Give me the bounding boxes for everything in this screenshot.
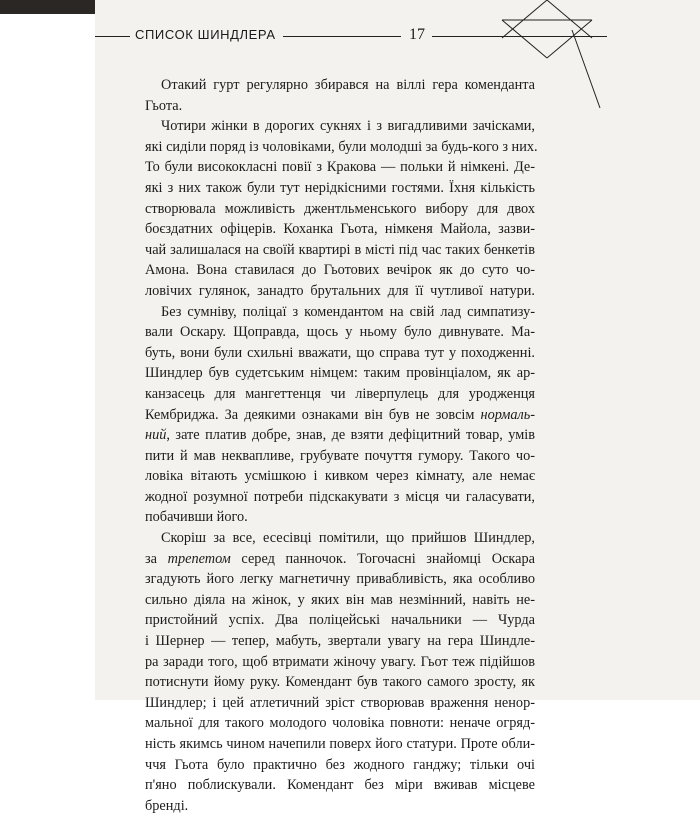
text-line: Чотири жінки в дорогих сукнях і з вигадливими зачісками,: [161, 118, 535, 135]
text-line: Шиндлер; і цей атлетичний зріст створював враження ненор-: [145, 694, 535, 711]
body-text: [145, 75, 538, 816]
italic-word: трепетом: [167, 550, 231, 567]
text-line: бренді.: [145, 797, 189, 814]
text-line: пити й мав неквапливе, грубувате почуття гумору. Такого чо-: [145, 447, 535, 464]
running-title: СПИСОК ШИНДЛЕРА: [135, 27, 276, 42]
text-line: які з них також були тут нерідкісними гостями. Їхня кількість: [145, 179, 535, 196]
text-line: Отакий гурт регулярно збирався на віллі гера коменданта: [161, 77, 535, 93]
text-line: мальної для такого молодого чоловіка повноти: неначе огряд-: [145, 715, 535, 732]
text-line: і Шернер — тепер, мабуть, звертали увагу на гера Шиндле-: [145, 633, 535, 650]
text-line: ловічих гулянок, занадто брутальних для її чутливої натури.: [145, 282, 535, 299]
text-line: Амона. Вона ставилася до Гьотових вечірок як до суто чо-: [145, 262, 535, 279]
text-line: пристойний успіх. Два поліцейські начальники — Чурда: [145, 612, 535, 629]
text-line: Без сумніву, поліцаї з комендантом на свій лад симпатизу-: [161, 303, 535, 320]
text-line: То були висококласні повії з Кракова — польки й німкені. Де-: [145, 159, 535, 176]
text-line: ловіка вітають усмішкою і кивком через кімнату, але немає: [145, 468, 535, 485]
text-line: які сиділи поряд із чоловіками, були молодші за будь-кого з них.: [145, 138, 538, 155]
text-line: п'яно поблискували. Комендант без міри вживав місцеве: [145, 777, 535, 794]
italic-word: ний: [145, 427, 167, 444]
text-line: ччя Гьота було практично без жодного ганджу; тільки очі: [145, 756, 535, 773]
text-line: згадують його легку магнетичну привабливість, яка особливо: [145, 571, 535, 588]
text-line: Гьота.: [145, 97, 183, 114]
text-line: побачивши його.: [145, 509, 248, 526]
text-line: ність якимсь чином начепили поверх його статури. Проте обли-: [145, 736, 535, 752]
header-rule-middle: [283, 36, 401, 37]
text-line: за трепетом серед панночок. Тогочасні знайомці Оскара: [145, 550, 535, 567]
text-line: Кембриджа. За деякими ознаками він був не зовсім нормаль-: [145, 406, 535, 423]
page-number: 17: [409, 26, 425, 43]
text-line: ра заради того, щоб втримати жіночу увагу. Гьот теж підійшов: [145, 653, 535, 670]
text-line: канзасець для мангеттенця чи ліверпулець для уродженця: [145, 385, 535, 402]
text-line: ний, зате платив добре, знав, де взяти дефіцитний товар, умів: [145, 427, 535, 444]
text-line: потиснути йому руку. Комендант був такого самого зросту, як: [145, 674, 535, 691]
text-line: боєздатних офіцерів. Коханка Гьота, німкеня Майола, зазви-: [145, 221, 535, 238]
text-line: створювала можливість джентльменського вибору для двох: [145, 200, 535, 217]
text-line: жодної розумної потреби підскакувати з місця чи галасувати,: [145, 488, 535, 505]
text-line: чай залишалася на своїй квартирі в місті під час таких бенкетів: [145, 241, 535, 258]
italic-word: нормаль-: [480, 406, 535, 423]
text-line: буть, вони були схильні вважати, що справа тут у походженні.: [145, 344, 535, 361]
text-line: сильно діяла на жінок, у яких він мав незмінний, навіть не-: [145, 591, 535, 608]
text-line: Шиндлер був судетським німцем: таким провінціалом, як ар-: [145, 365, 535, 382]
running-header: [95, 14, 700, 50]
text-line: вали Оскару. Щоправда, щось у ньому було дивнувате. Ма-: [145, 324, 535, 341]
header-rule-left: [95, 36, 130, 37]
text-line: Скоріш за все, есесівці помітили, що прийшов Шиндлер,: [161, 530, 535, 547]
